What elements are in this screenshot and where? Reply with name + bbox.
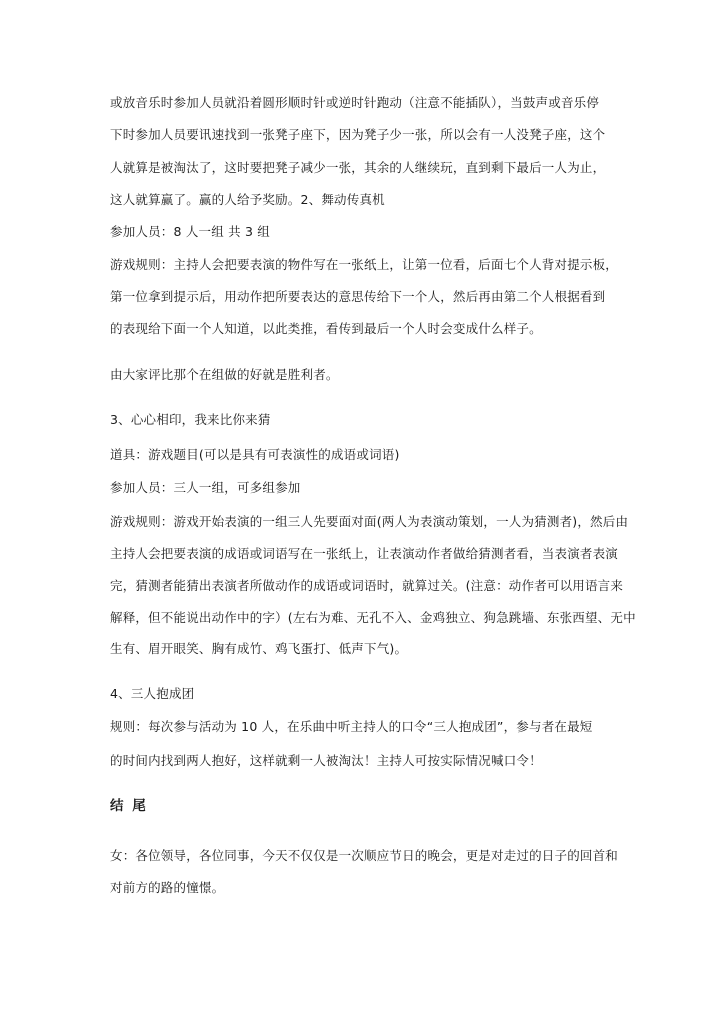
paragraph-line: 参加人员：8 人一组 共 3 组 xyxy=(110,224,270,239)
paragraph-line: 解释，但不能说出动作中的字）(左右为难、无孔不入、金鸡独立、狗急跳墙、东张西望、无中 xyxy=(110,610,636,625)
paragraph-line: 道具：游戏题目(可以是具有可表演性的成语或词语) xyxy=(110,447,400,462)
paragraph-line: 规则：每次参与活动为 10 人，在乐曲中听主持人的口令“三人抱成团”，参与者在最短 xyxy=(110,719,593,734)
paragraph-line: 的表现给下面一个人知道，以此类推，看传到最后一个人时会变成什么样子。 xyxy=(110,321,542,336)
paragraph-line: 这人就算赢了。赢的人给予奖励。2、舞动传真机 xyxy=(110,192,385,207)
paragraph-line: 第一位拿到提示后，用动作把所要表达的意思传给下一个人，然后再由第二个人根据看到 xyxy=(110,289,606,304)
paragraph-line: 游戏规则：游戏开始表演的一组三人先要面对面(两人为表演动策划，一人为猜测者)，然后由 xyxy=(110,514,629,529)
paragraph-line: 主持人会把要表演的成语或词语写在一张纸上，让表演动作者做给猜测者看，当表演者表演 xyxy=(110,546,619,561)
closing-heading: 结 尾 xyxy=(110,798,148,814)
paragraph-line: 参加人员：三人一组，可多组参加 xyxy=(110,480,301,495)
section-heading-3: 3、心心相印，我来比你来猜 xyxy=(110,412,271,427)
paragraph-line: 游戏规则：主持人会把要表演的物件写在一张纸上，让第一位看，后面七个人背对提示板， xyxy=(110,257,619,272)
paragraph-line: 生有、眉开眼笑、胸有成竹、鸡飞蛋打、低声下气)。 xyxy=(110,641,408,656)
paragraph-line: 女：各位领导，各位同事，今天不仅仅是一次顺应节日的晚会，更是对走过的日子的回首和 xyxy=(110,848,619,863)
paragraph-line: 下时参加人员要讯速找到一张凳子座下，因为凳子少一张，所以会有一人没凳子座，这个 xyxy=(110,127,606,142)
paragraph-line: 或放音乐时参加人员就沿着圆形顺时针或逆时针跑动（注意不能插队），当鼓声或音乐停 xyxy=(110,95,600,110)
paragraph-line: 由大家评比那个在组做的好就是胜利者。 xyxy=(110,367,339,382)
paragraph-line: 人就算是被淘汰了，这时要把凳子减少一张，其余的人继续玩，直到剩下最后一人为止， xyxy=(110,160,606,175)
section-heading-4: 4、三人抱成团 xyxy=(110,686,195,701)
paragraph-line: 的时间内找到两人抱好，这样就剩一人被淘汰！主持人可按实际情况喊口令！ xyxy=(110,753,542,768)
paragraph-line: 完，猜测者能猜出表演者所做动作的成语或词语时，就算过关。(注意：动作者可以用语言来 xyxy=(110,578,624,593)
paragraph-line: 对前方的路的憧憬。 xyxy=(110,880,225,895)
